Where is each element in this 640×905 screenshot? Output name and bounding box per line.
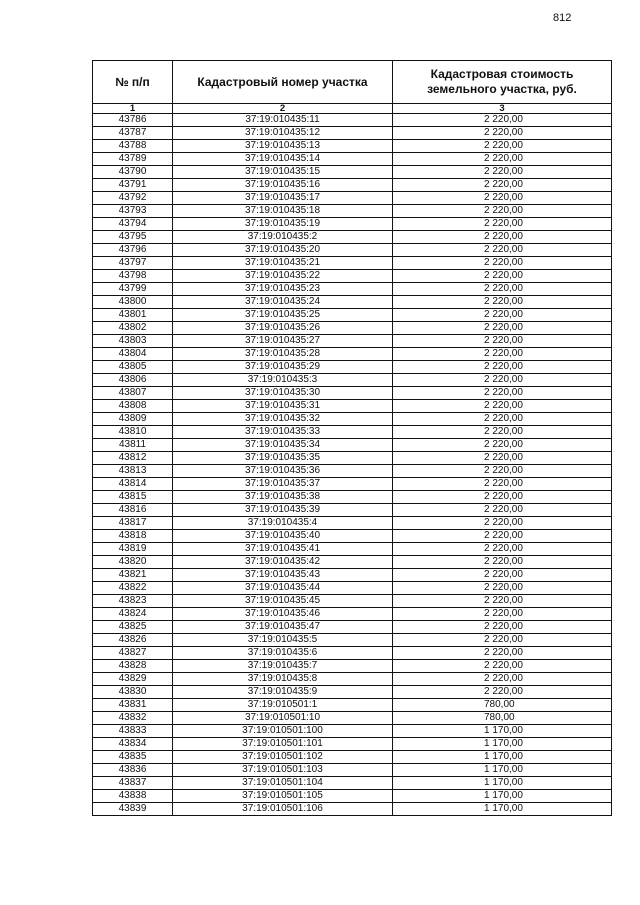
cadastral-number-cell: 37:19:010435:19	[173, 218, 393, 231]
row-number-cell: 43836	[93, 764, 173, 777]
row-number-cell: 43837	[93, 777, 173, 790]
row-number-cell: 43832	[93, 712, 173, 725]
table-row	[93, 647, 612, 660]
cadastral-value-cell: 2 220,00	[393, 517, 612, 530]
table-row	[93, 673, 612, 686]
row-number-cell: 43800	[93, 296, 173, 309]
header-row	[93, 61, 612, 104]
row-number-cell: 43821	[93, 569, 173, 582]
cadastral-number-cell: 37:19:010435:12	[173, 127, 393, 140]
cadastral-number-cell: 37:19:010435:21	[173, 257, 393, 270]
row-number-cell: 43818	[93, 530, 173, 543]
row-number-cell: 43794	[93, 218, 173, 231]
table-row	[93, 244, 612, 257]
cadastral-value-cell: 2 220,00	[393, 452, 612, 465]
table-row	[93, 478, 612, 491]
cadastral-value-cell: 2 220,00	[393, 361, 612, 374]
cadastral-number-cell: 37:19:010435:44	[173, 582, 393, 595]
row-number-cell: 43813	[93, 465, 173, 478]
cadastral-value-cell: 780,00	[393, 712, 612, 725]
cadastral-number-cell: 37:19:010435:22	[173, 270, 393, 283]
cadastral-value-cell: 2 220,00	[393, 192, 612, 205]
cadastral-number-cell: 37:19:010435:18	[173, 205, 393, 218]
cadastral-number-cell: 37:19:010435:6	[173, 647, 393, 660]
cadastral-value-cell: 2 220,00	[393, 569, 612, 582]
cadastral-number-cell: 37:19:010435:17	[173, 192, 393, 205]
column-number-2: 2	[173, 104, 393, 114]
row-number-cell: 43817	[93, 517, 173, 530]
cadastral-number-cell: 37:19:010435:13	[173, 140, 393, 153]
table-row	[93, 777, 612, 790]
row-number-cell: 43804	[93, 348, 173, 361]
cadastral-value-cell: 780,00	[393, 699, 612, 712]
cadastral-number-cell: 37:19:010435:38	[173, 491, 393, 504]
table-row	[93, 296, 612, 309]
column-number-1: 1	[93, 104, 173, 114]
cadastral-value-cell: 2 220,00	[393, 348, 612, 361]
cadastral-value-table	[92, 60, 612, 816]
cadastral-value-cell: 1 170,00	[393, 738, 612, 751]
cadastral-value-cell: 2 220,00	[393, 595, 612, 608]
table-body	[93, 114, 612, 816]
cadastral-value-cell: 2 220,00	[393, 244, 612, 257]
header-cadastral-value-line2: земельного участка, руб.	[427, 82, 577, 96]
table-row	[93, 335, 612, 348]
table-row	[93, 491, 612, 504]
table-row	[93, 309, 612, 322]
table-row	[93, 660, 612, 673]
cadastral-value-cell: 2 220,00	[393, 491, 612, 504]
table-row	[93, 283, 612, 296]
cadastral-value-cell: 2 220,00	[393, 127, 612, 140]
header-cadastral-number: Кадастровый номер участка	[173, 61, 393, 104]
table-row	[93, 218, 612, 231]
cadastral-number-cell: 37:19:010435:33	[173, 426, 393, 439]
row-number-cell: 43795	[93, 231, 173, 244]
cadastral-value-cell: 2 220,00	[393, 413, 612, 426]
table-row	[93, 465, 612, 478]
cadastral-value-cell: 2 220,00	[393, 530, 612, 543]
cadastral-value-cell: 1 170,00	[393, 777, 612, 790]
row-number-cell: 43803	[93, 335, 173, 348]
cadastral-value-cell: 2 220,00	[393, 114, 612, 127]
row-number-cell: 43802	[93, 322, 173, 335]
cadastral-number-cell: 37:19:010435:45	[173, 595, 393, 608]
cadastral-number-cell: 37:19:010435:28	[173, 348, 393, 361]
table-row	[93, 699, 612, 712]
row-number-cell: 43806	[93, 374, 173, 387]
row-number-cell: 43788	[93, 140, 173, 153]
row-number-cell: 43838	[93, 790, 173, 803]
table-row	[93, 114, 612, 127]
table-row	[93, 179, 612, 192]
cadastral-number-cell: 37:19:010435:15	[173, 166, 393, 179]
row-number-cell: 43786	[93, 114, 173, 127]
cadastral-number-cell: 37:19:010435:16	[173, 179, 393, 192]
cadastral-value-cell: 2 220,00	[393, 179, 612, 192]
cadastral-value-cell: 2 220,00	[393, 153, 612, 166]
table-row	[93, 166, 612, 179]
table-row	[93, 621, 612, 634]
table-row	[93, 192, 612, 205]
cadastral-number-cell: 37:19:010435:27	[173, 335, 393, 348]
cadastral-number-cell: 37:19:010435:32	[173, 413, 393, 426]
table-row	[93, 231, 612, 244]
cadastral-value-cell: 2 220,00	[393, 400, 612, 413]
cadastral-value-cell: 2 220,00	[393, 660, 612, 673]
cadastral-number-cell: 37:19:010435:14	[173, 153, 393, 166]
row-number-cell: 43796	[93, 244, 173, 257]
header-cadastral-value-line1: Кадастровая стоимость	[430, 67, 574, 81]
cadastral-number-cell: 37:19:010435:41	[173, 543, 393, 556]
cadastral-number-cell: 37:19:010501:102	[173, 751, 393, 764]
cadastral-value-cell: 2 220,00	[393, 309, 612, 322]
cadastral-value-cell: 2 220,00	[393, 140, 612, 153]
table-row	[93, 569, 612, 582]
table-row	[93, 387, 612, 400]
cadastral-number-cell: 37:19:010435:37	[173, 478, 393, 491]
table-row	[93, 803, 612, 816]
cadastral-value-cell: 1 170,00	[393, 764, 612, 777]
cadastral-value-cell: 1 170,00	[393, 725, 612, 738]
row-number-cell: 43828	[93, 660, 173, 673]
row-number-cell: 43790	[93, 166, 173, 179]
cadastral-number-cell: 37:19:010435:8	[173, 673, 393, 686]
cadastral-value-cell: 2 220,00	[393, 270, 612, 283]
table-row	[93, 595, 612, 608]
row-number-cell: 43835	[93, 751, 173, 764]
row-number-cell: 43834	[93, 738, 173, 751]
cadastral-value-cell: 2 220,00	[393, 608, 612, 621]
cadastral-number-cell: 37:19:010501:1	[173, 699, 393, 712]
cadastral-number-cell: 37:19:010435:35	[173, 452, 393, 465]
row-number-cell: 43819	[93, 543, 173, 556]
cadastral-number-cell: 37:19:010435:40	[173, 530, 393, 543]
row-number-cell: 43825	[93, 621, 173, 634]
row-number-cell: 43829	[93, 673, 173, 686]
row-number-cell: 43830	[93, 686, 173, 699]
cadastral-number-cell: 37:19:010435:24	[173, 296, 393, 309]
row-number-cell: 43791	[93, 179, 173, 192]
page-number: 812	[553, 12, 572, 24]
cadastral-number-cell: 37:19:010435:25	[173, 309, 393, 322]
cadastral-number-cell: 37:19:010435:39	[173, 504, 393, 517]
row-number-cell: 43793	[93, 205, 173, 218]
cadastral-number-cell: 37:19:010435:36	[173, 465, 393, 478]
table-row	[93, 725, 612, 738]
cadastral-value-cell: 2 220,00	[393, 543, 612, 556]
table-row	[93, 608, 612, 621]
header-row-number: № п/п	[93, 61, 173, 104]
table-row	[93, 127, 612, 140]
table-row	[93, 257, 612, 270]
cadastral-value-cell: 2 220,00	[393, 582, 612, 595]
cadastral-value-cell: 2 220,00	[393, 374, 612, 387]
row-number-cell: 43799	[93, 283, 173, 296]
cadastral-number-cell: 37:19:010435:43	[173, 569, 393, 582]
table-row	[93, 764, 612, 777]
cadastral-value-cell: 2 220,00	[393, 504, 612, 517]
table-row	[93, 582, 612, 595]
cadastral-number-cell: 37:19:010435:11	[173, 114, 393, 127]
row-number-cell: 43798	[93, 270, 173, 283]
table-row	[93, 413, 612, 426]
row-number-cell: 43810	[93, 426, 173, 439]
cadastral-number-cell: 37:19:010435:20	[173, 244, 393, 257]
table-row	[93, 205, 612, 218]
row-number-cell: 43814	[93, 478, 173, 491]
cadastral-value-cell: 2 220,00	[393, 387, 612, 400]
table-row	[93, 400, 612, 413]
table-row	[93, 270, 612, 283]
row-number-cell: 43833	[93, 725, 173, 738]
column-number-3: 3	[393, 104, 612, 114]
table-row	[93, 361, 612, 374]
cadastral-number-cell: 37:19:010501:101	[173, 738, 393, 751]
row-number-cell: 43811	[93, 439, 173, 452]
row-number-cell: 43826	[93, 634, 173, 647]
table-row	[93, 543, 612, 556]
cadastral-value-cell: 2 220,00	[393, 166, 612, 179]
row-number-cell: 43831	[93, 699, 173, 712]
cadastral-number-cell: 37:19:010435:23	[173, 283, 393, 296]
cadastral-value-cell: 1 170,00	[393, 803, 612, 816]
cadastral-value-cell: 2 220,00	[393, 634, 612, 647]
table-row	[93, 504, 612, 517]
cadastral-number-cell: 37:19:010435:5	[173, 634, 393, 647]
cadastral-number-cell: 37:19:010435:29	[173, 361, 393, 374]
row-number-cell: 43787	[93, 127, 173, 140]
table-row	[93, 634, 612, 647]
row-number-cell: 43789	[93, 153, 173, 166]
row-number-cell: 43805	[93, 361, 173, 374]
cadastral-number-cell: 37:19:010501:100	[173, 725, 393, 738]
cadastral-number-cell: 37:19:010435:31	[173, 400, 393, 413]
row-number-cell: 43801	[93, 309, 173, 322]
row-number-cell: 43824	[93, 608, 173, 621]
table-row	[93, 790, 612, 803]
cadastral-value-cell: 2 220,00	[393, 686, 612, 699]
cadastral-number-cell: 37:19:010435:7	[173, 660, 393, 673]
row-number-cell: 43792	[93, 192, 173, 205]
row-number-cell: 43807	[93, 387, 173, 400]
cadastral-number-cell: 37:19:010501:103	[173, 764, 393, 777]
table-row	[93, 426, 612, 439]
table-row	[93, 530, 612, 543]
cadastral-value-cell: 2 220,00	[393, 439, 612, 452]
cadastral-value-cell: 2 220,00	[393, 231, 612, 244]
row-number-cell: 43820	[93, 556, 173, 569]
cadastral-number-cell: 37:19:010435:30	[173, 387, 393, 400]
row-number-cell: 43822	[93, 582, 173, 595]
row-number-cell: 43815	[93, 491, 173, 504]
cadastral-number-cell: 37:19:010435:26	[173, 322, 393, 335]
table-row	[93, 322, 612, 335]
cadastral-value-cell: 2 220,00	[393, 205, 612, 218]
table-row	[93, 452, 612, 465]
table-row	[93, 153, 612, 166]
header-cadastral-value	[393, 61, 612, 104]
cadastral-value-cell: 2 220,00	[393, 283, 612, 296]
cadastral-value-cell: 2 220,00	[393, 335, 612, 348]
cadastral-number-cell: 37:19:010435:4	[173, 517, 393, 530]
cadastral-number-cell: 37:19:010435:9	[173, 686, 393, 699]
cadastral-number-cell: 37:19:010435:34	[173, 439, 393, 452]
table-row	[93, 751, 612, 764]
cadastral-number-cell: 37:19:010435:2	[173, 231, 393, 244]
row-number-cell: 43816	[93, 504, 173, 517]
cadastral-number-cell: 37:19:010501:10	[173, 712, 393, 725]
table-row	[93, 556, 612, 569]
row-number-cell: 43823	[93, 595, 173, 608]
table-row	[93, 517, 612, 530]
row-number-cell: 43797	[93, 257, 173, 270]
row-number-cell: 43809	[93, 413, 173, 426]
cadastral-value-cell: 2 220,00	[393, 621, 612, 634]
cadastral-number-cell: 37:19:010501:105	[173, 790, 393, 803]
cadastral-value-cell: 2 220,00	[393, 296, 612, 309]
table-row	[93, 140, 612, 153]
cadastral-number-cell: 37:19:010435:3	[173, 374, 393, 387]
table-header	[93, 61, 612, 114]
cadastral-value-cell: 2 220,00	[393, 647, 612, 660]
cadastral-value-cell: 2 220,00	[393, 322, 612, 335]
table-row	[93, 686, 612, 699]
row-number-cell: 43812	[93, 452, 173, 465]
cadastral-value-cell: 1 170,00	[393, 790, 612, 803]
cadastral-number-cell: 37:19:010501:104	[173, 777, 393, 790]
table-row	[93, 738, 612, 751]
cadastral-number-cell: 37:19:010501:106	[173, 803, 393, 816]
cadastral-value-cell: 1 170,00	[393, 751, 612, 764]
table-row	[93, 348, 612, 361]
table-row	[93, 439, 612, 452]
cadastral-number-cell: 37:19:010435:46	[173, 608, 393, 621]
table-row	[93, 374, 612, 387]
row-number-cell: 43808	[93, 400, 173, 413]
cadastral-value-cell: 2 220,00	[393, 478, 612, 491]
row-number-cell: 43827	[93, 647, 173, 660]
cadastral-value-cell: 2 220,00	[393, 426, 612, 439]
column-number-row	[93, 104, 612, 114]
cadastral-number-cell: 37:19:010435:42	[173, 556, 393, 569]
row-number-cell: 43839	[93, 803, 173, 816]
cadastral-value-cell: 2 220,00	[393, 673, 612, 686]
cadastral-value-cell: 2 220,00	[393, 556, 612, 569]
cadastral-value-cell: 2 220,00	[393, 218, 612, 231]
table-row	[93, 712, 612, 725]
cadastral-value-cell: 2 220,00	[393, 257, 612, 270]
cadastral-value-cell: 2 220,00	[393, 465, 612, 478]
cadastral-number-cell: 37:19:010435:47	[173, 621, 393, 634]
